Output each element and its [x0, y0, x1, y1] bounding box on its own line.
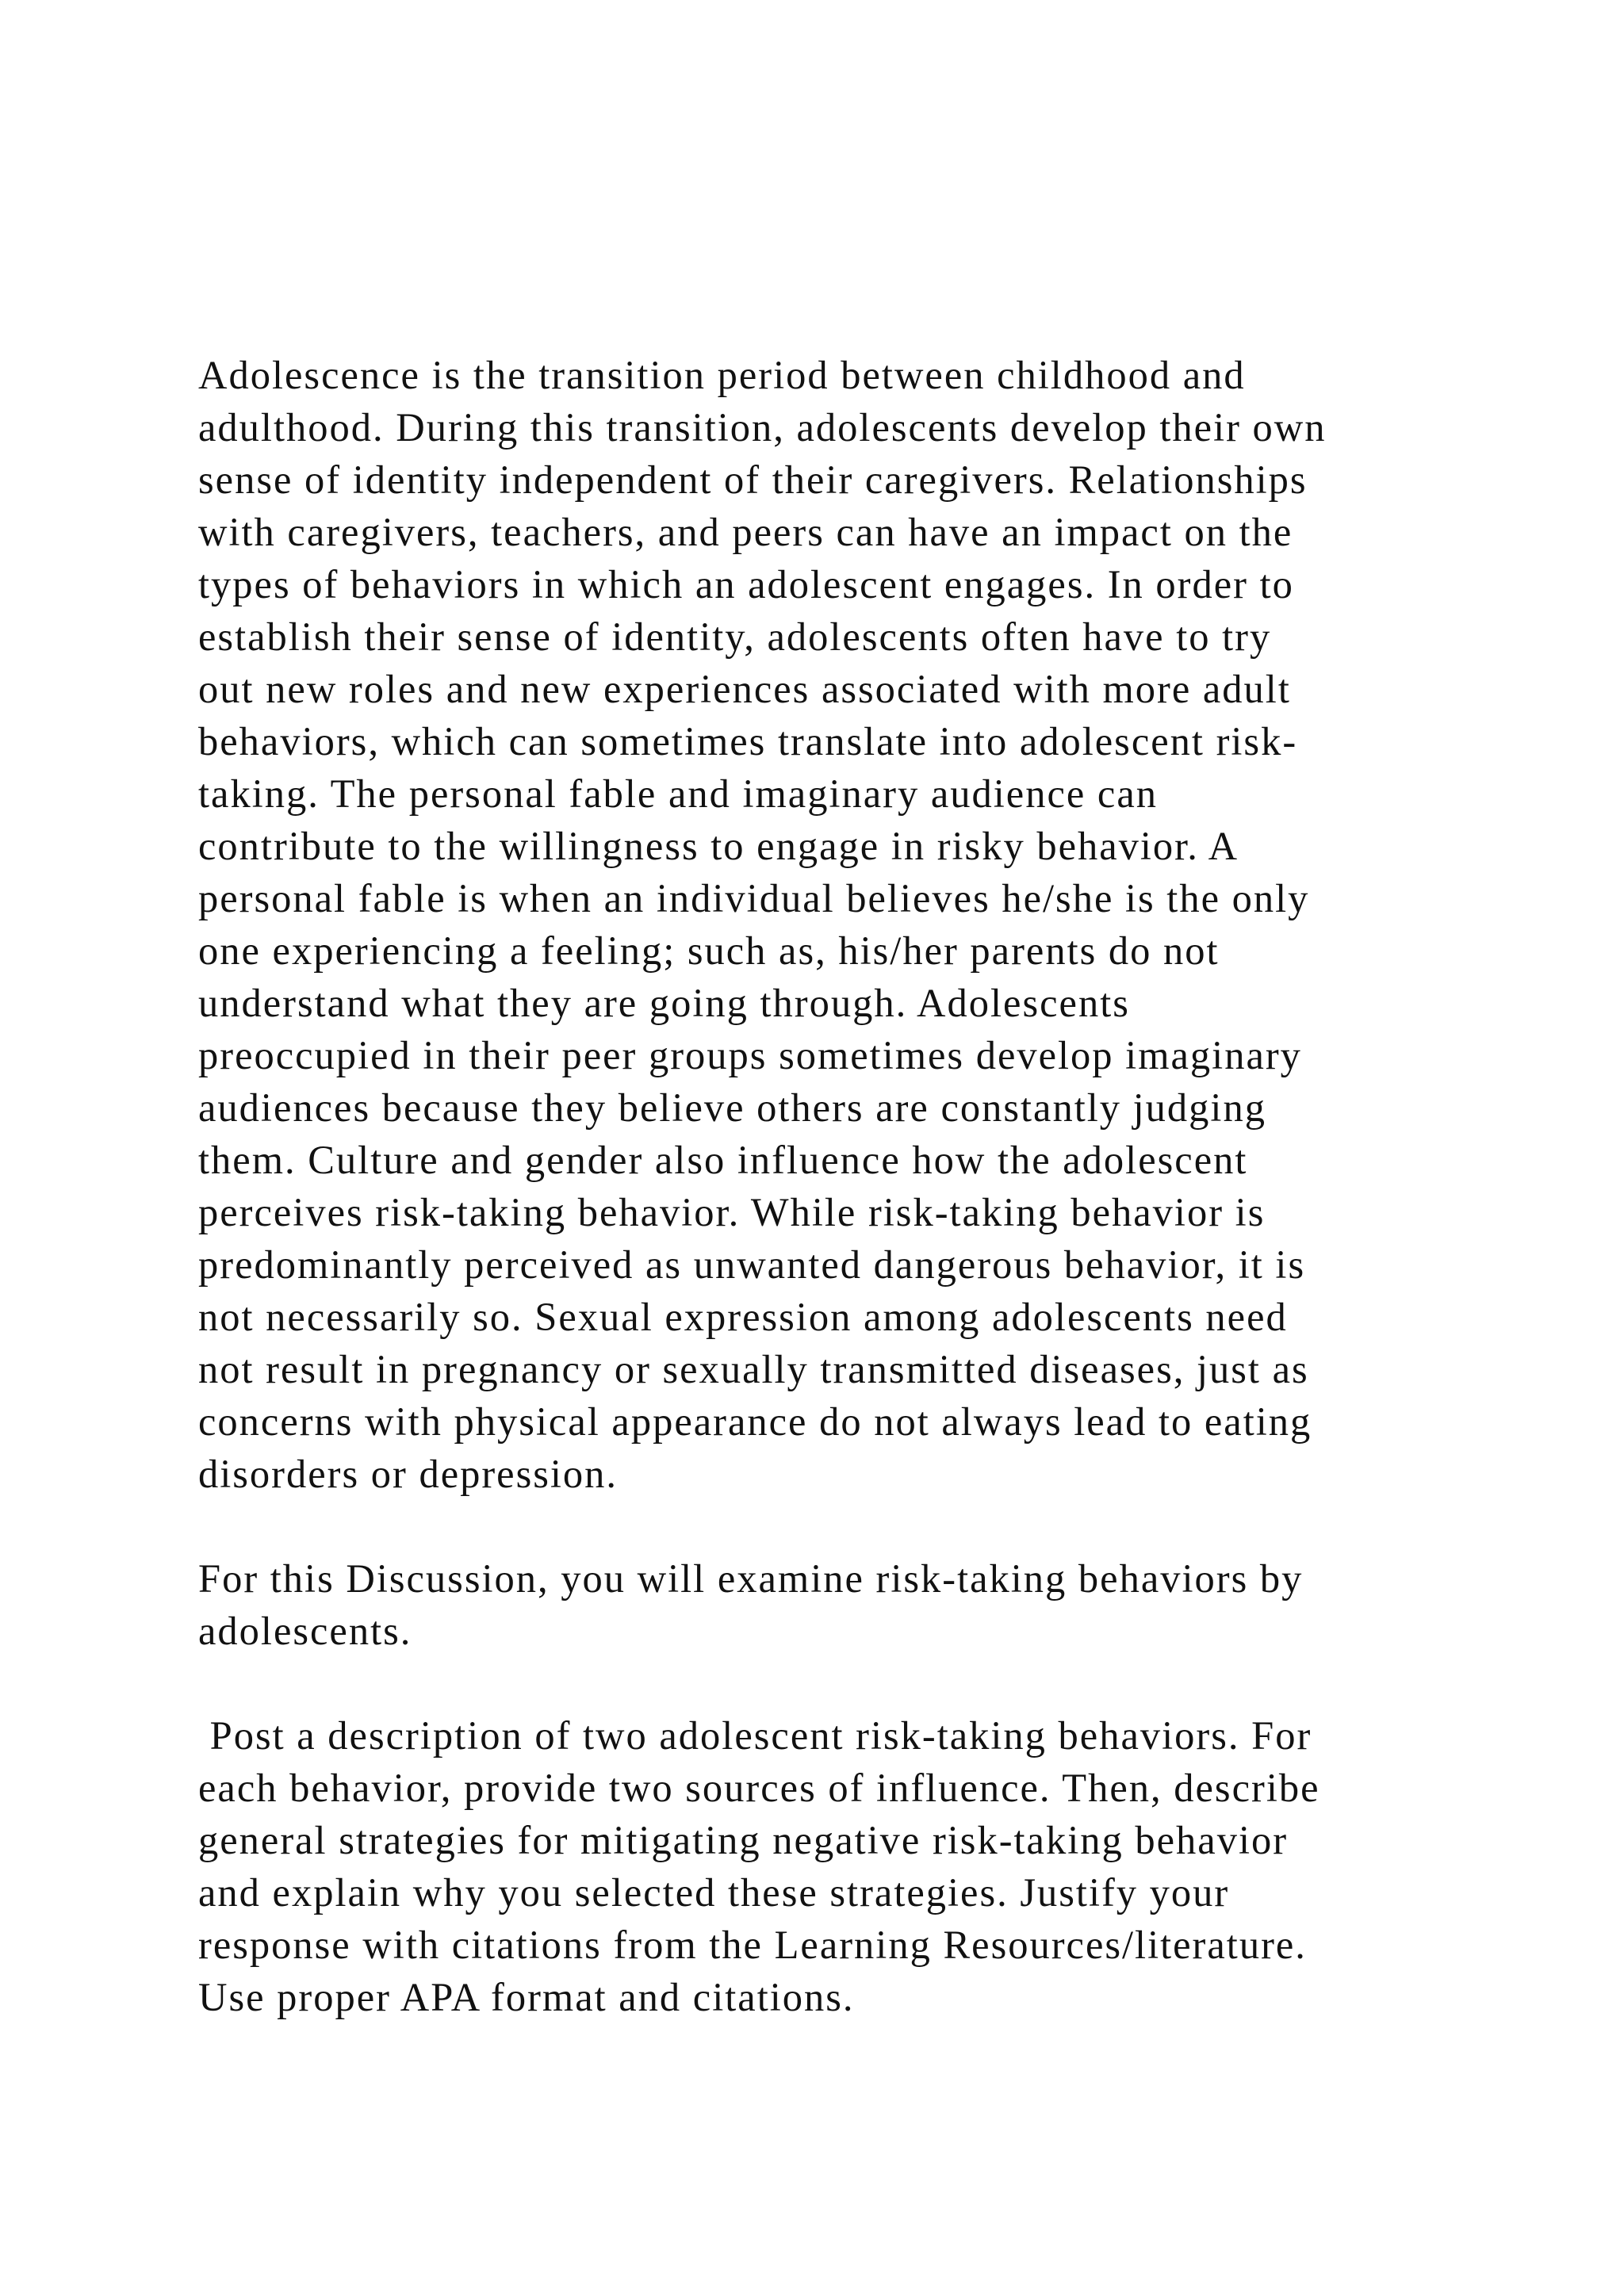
- text-line: For this Discussion, you will examine risk-taking behaviors by: [198, 1556, 1304, 1601]
- text-line: predominantly perceived as unwanted dangerous behavior, it is: [198, 1242, 1306, 1287]
- text-line: Adolescence is the transition period between childhood and: [198, 353, 1246, 397]
- paragraph-discussion: [198, 1552, 1507, 1657]
- text-line: taking. The personal fable and imaginary audience can: [198, 771, 1158, 816]
- text-line: not necessarily so. Sexual expression among adolescents need: [198, 1295, 1288, 1339]
- paragraph-gap: [198, 1500, 1507, 1552]
- text-line: perceives risk-taking behavior. While risk-taking behavior is: [198, 1190, 1266, 1234]
- text-line: Use proper APA format and citations.: [198, 1975, 855, 2019]
- text-line: audiences because they believe others are constantly judging: [198, 1085, 1266, 1130]
- text-line: not result in pregnancy or sexually transmitted diseases, just as: [198, 1347, 1309, 1391]
- document-body: [198, 349, 1507, 2023]
- text-line: disorders or depression.: [198, 1452, 619, 1496]
- text-line: preoccupied in their peer groups sometimes develop imaginary: [198, 1033, 1302, 1077]
- text-line: adulthood. During this transition, adolescents develop their own: [198, 405, 1327, 450]
- text-line: behaviors, which can sometimes translate into adolescent risk-: [198, 719, 1298, 763]
- paragraph-gap: [198, 1657, 1507, 1709]
- paragraph-instructions: [198, 1709, 1507, 2023]
- text-line: them. Culture and gender also influence how the adolescent: [198, 1138, 1248, 1182]
- text-line: Post a description of two adolescent risk-taking behaviors. For: [198, 1713, 1312, 1758]
- text-line: personal fable is when an individual believes he/she is the only: [198, 876, 1310, 920]
- text-line: with caregivers, teachers, and peers can have an impact on the: [198, 510, 1293, 554]
- text-line: one experiencing a feeling; such as, his/her parents do not: [198, 928, 1220, 973]
- text-line: general strategies for mitigating negative risk-taking behavior: [198, 1818, 1289, 1862]
- text-line: establish their sense of identity, adolescents often have to try: [198, 614, 1272, 659]
- text-line: each behavior, provide two sources of influence. Then, describe: [198, 1766, 1320, 1810]
- text-line: out new roles and new experiences associated with more adult: [198, 667, 1291, 711]
- text-line: understand what they are going through. Adolescents: [198, 981, 1130, 1025]
- text-line: adolescents.: [198, 1609, 412, 1653]
- text-line: concerns with physical appearance do not always lead to eating: [198, 1399, 1312, 1444]
- text-line: contribute to the willingness to engage in risky behavior. A: [198, 824, 1239, 868]
- text-line: types of behaviors in which an adolescent engages. In order to: [198, 562, 1294, 607]
- text-line: and explain why you selected these strategies. Justify your: [198, 1870, 1230, 1915]
- text-line: sense of identity independent of their caregivers. Relationships: [198, 457, 1308, 502]
- text-line: response with citations from the Learning Resources/literature.: [198, 1923, 1307, 1967]
- paragraph-intro: [198, 349, 1507, 1500]
